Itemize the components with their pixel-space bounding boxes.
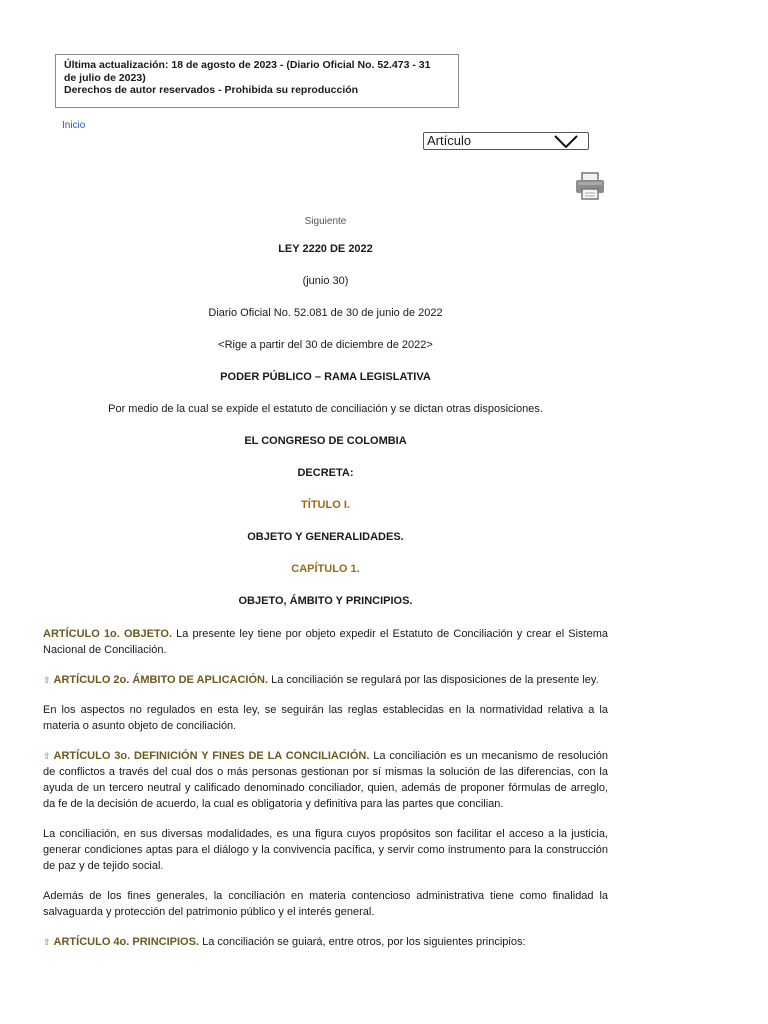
article-3-paragraph-3: Además de los fines generales, la conciliación en materia contencioso administrativa tiene como finalidad la salvaguarda y protección del patrimonio público y el interés general.: [43, 890, 608, 918]
article-1-title[interactable]: ARTÍCULO 1o. OBJETO.: [43, 628, 173, 640]
siguiente-link[interactable]: Siguiente: [304, 216, 347, 227]
inicio-link[interactable]: Inicio: [62, 120, 86, 131]
update-notice: [55, 54, 459, 108]
law-title: LEY 2220 DE 2022: [278, 243, 373, 255]
article-2-title[interactable]: ARTÍCULO 2o. ÁMBITO DE APLICACIÓN.: [53, 674, 269, 686]
decreta: DECRETA:: [297, 467, 354, 479]
article-2: [43, 672, 608, 688]
rige-note: <Rige a partir del 30 de diciembre de 2022>: [218, 339, 433, 351]
law-purpose: Por medio de la cual se expide el estatuto de conciliación y se dictan otras disposiciones.: [108, 403, 543, 415]
article-3-text: La conciliación es un mecanismo de resolución de conflictos a través del cual dos o más personas gestionan por sí mismas la solución de las diferencias, con la ayuda de un tercero neutral y calificado denominado conciliador, quien, además de proponer fórmulas de arreglo, da fe de la decisión de acuerdo, la cual es obligatoria y definitiva para las partes que concilian.: [43, 750, 608, 810]
article-3: [43, 748, 608, 812]
capitulo-heading: CAPÍTULO 1.: [291, 563, 360, 575]
article-2-text: La conciliación se regulará por las disposiciones de la presente ley.: [268, 674, 599, 686]
arrow-up-icon[interactable]: ⇧: [43, 751, 51, 761]
arrow-up-icon[interactable]: ⇧: [43, 937, 51, 947]
diario-oficial: Diario Oficial No. 52.081 de 30 de junio de 2022: [208, 307, 443, 319]
print-button[interactable]: [575, 172, 605, 205]
article-4-title[interactable]: ARTÍCULO 4o. PRINCIPIOS.: [53, 936, 200, 948]
titulo-heading: TÍTULO I.: [301, 499, 350, 511]
congreso: EL CONGRESO DE COLOMBIA: [244, 435, 407, 447]
law-date: (junio 30): [302, 275, 349, 287]
article-4: [43, 934, 608, 950]
chevron-down-icon: [554, 135, 578, 148]
article-2-paragraph-2: En los aspectos no regulados en esta ley, se seguirán las reglas establecidas en la normatividad relativa a la materia o asunto objeto de conciliación.: [43, 704, 608, 732]
article-1-text: La presente ley tiene por objeto expedir el Estatuto de Conciliación y crear el Sistema Nacional de Conciliación.: [43, 628, 608, 656]
printer-icon: [575, 172, 605, 200]
article-4-text: La conciliación se guiará, entre otros, por los siguientes principios:: [199, 936, 526, 948]
article-3-title[interactable]: ARTÍCULO 3o. DEFINICIÓN Y FINES DE LA CONCILIACIÓN.: [53, 750, 370, 762]
notice-line-3: Derechos de autor reservados - Prohibida su reproducción: [64, 84, 359, 96]
titulo-name: OBJETO Y GENERALIDADES.: [247, 531, 404, 543]
document-body: [43, 216, 608, 964]
article-1: [43, 626, 608, 658]
notice-line-2: de julio de 2023): [64, 71, 146, 84]
notice-line-1: Última actualización: 18 de agosto de 2023 - (Diario Oficial No. 52.473 - 31: [64, 59, 431, 71]
article-select-value: Artículo: [427, 133, 472, 148]
article-3-paragraph-2: La conciliación, en sus diversas modalidades, es una figura cuyos propósitos son facilitar el acceso a la justicia, generar condiciones aptas para el diálogo y la convivencia pacífica, y servir como instrumento para la construcción de paz y de tejido social.: [43, 828, 608, 872]
arrow-up-icon[interactable]: ⇧: [43, 675, 51, 685]
article-select[interactable]: [423, 132, 589, 150]
capitulo-name: OBJETO, ÁMBITO Y PRINCIPIOS.: [238, 595, 413, 607]
poder-publico: PODER PÚBLICO – RAMA LEGISLATIVA: [220, 371, 431, 383]
